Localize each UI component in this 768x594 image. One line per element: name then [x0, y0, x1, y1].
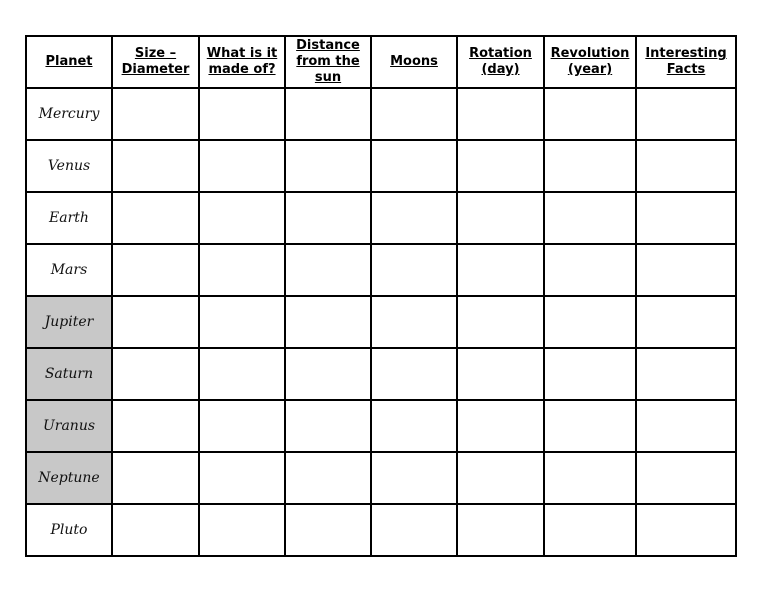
blank-answer-cell[interactable]	[285, 348, 371, 400]
blank-answer-cell[interactable]	[112, 192, 199, 244]
blank-answer-cell[interactable]	[199, 348, 285, 400]
blank-answer-cell[interactable]	[544, 244, 636, 296]
blank-answer-cell[interactable]	[285, 400, 371, 452]
blank-answer-cell[interactable]	[636, 452, 736, 504]
blank-answer-cell[interactable]	[544, 192, 636, 244]
blank-answer-cell[interactable]	[371, 244, 457, 296]
blank-answer-cell[interactable]	[457, 296, 544, 348]
blank-answer-cell[interactable]	[544, 452, 636, 504]
table-row	[26, 400, 736, 452]
blank-answer-cell[interactable]	[636, 296, 736, 348]
header-row	[26, 36, 736, 88]
blank-answer-cell[interactable]	[199, 244, 285, 296]
blank-answer-cell[interactable]	[285, 296, 371, 348]
blank-answer-cell[interactable]	[544, 400, 636, 452]
header-revolution: Revolution (year)	[544, 36, 636, 88]
blank-answer-cell[interactable]	[457, 192, 544, 244]
blank-answer-cell[interactable]	[544, 88, 636, 140]
blank-answer-cell[interactable]	[636, 192, 736, 244]
table-row	[26, 140, 736, 192]
blank-answer-cell[interactable]	[457, 88, 544, 140]
header-interesting-facts: Interesting Facts	[636, 36, 736, 88]
planet-name-cell: Saturn	[26, 348, 112, 400]
blank-answer-cell[interactable]	[636, 244, 736, 296]
blank-answer-cell[interactable]	[544, 504, 636, 556]
blank-answer-cell[interactable]	[371, 192, 457, 244]
header-planet: Planet	[26, 36, 112, 88]
blank-answer-cell[interactable]	[457, 504, 544, 556]
blank-answer-cell[interactable]	[112, 348, 199, 400]
blank-answer-cell[interactable]	[544, 296, 636, 348]
blank-answer-cell[interactable]	[636, 348, 736, 400]
blank-answer-cell[interactable]	[285, 192, 371, 244]
blank-answer-cell[interactable]	[285, 452, 371, 504]
blank-answer-cell[interactable]	[371, 452, 457, 504]
blank-answer-cell[interactable]	[285, 504, 371, 556]
blank-answer-cell[interactable]	[112, 400, 199, 452]
blank-answer-cell[interactable]	[457, 452, 544, 504]
blank-answer-cell[interactable]	[285, 244, 371, 296]
blank-answer-cell[interactable]	[112, 140, 199, 192]
table-row	[26, 192, 736, 244]
blank-answer-cell[interactable]	[112, 296, 199, 348]
table-row	[26, 296, 736, 348]
planet-worksheet-table	[25, 35, 737, 557]
header-rotation: Rotation (day)	[457, 36, 544, 88]
planet-name-cell: Mars	[26, 244, 112, 296]
blank-answer-cell[interactable]	[199, 140, 285, 192]
blank-answer-cell[interactable]	[636, 504, 736, 556]
blank-answer-cell[interactable]	[371, 348, 457, 400]
blank-answer-cell[interactable]	[371, 88, 457, 140]
blank-answer-cell[interactable]	[112, 88, 199, 140]
blank-answer-cell[interactable]	[636, 400, 736, 452]
blank-answer-cell[interactable]	[285, 140, 371, 192]
blank-answer-cell[interactable]	[285, 88, 371, 140]
blank-answer-cell[interactable]	[457, 348, 544, 400]
header-size-diameter: Size – Diameter	[112, 36, 199, 88]
table-row	[26, 348, 736, 400]
blank-answer-cell[interactable]	[636, 140, 736, 192]
table-row	[26, 88, 736, 140]
blank-answer-cell[interactable]	[112, 244, 199, 296]
header-distance-from-sun: Distance from the sun	[285, 36, 371, 88]
blank-answer-cell[interactable]	[636, 88, 736, 140]
planet-name-cell: Earth	[26, 192, 112, 244]
planet-name-cell: Pluto	[26, 504, 112, 556]
blank-answer-cell[interactable]	[112, 452, 199, 504]
blank-answer-cell[interactable]	[112, 504, 199, 556]
table-row	[26, 452, 736, 504]
blank-answer-cell[interactable]	[199, 504, 285, 556]
blank-answer-cell[interactable]	[371, 400, 457, 452]
blank-answer-cell[interactable]	[371, 504, 457, 556]
blank-answer-cell[interactable]	[457, 400, 544, 452]
table-row	[26, 504, 736, 556]
blank-answer-cell[interactable]	[544, 140, 636, 192]
planet-rows	[26, 88, 736, 556]
planet-name-cell: Venus	[26, 140, 112, 192]
blank-answer-cell[interactable]	[544, 348, 636, 400]
planet-name-cell: Jupiter	[26, 296, 112, 348]
blank-answer-cell[interactable]	[371, 140, 457, 192]
header-moons: Moons	[371, 36, 457, 88]
planet-name-cell: Uranus	[26, 400, 112, 452]
blank-answer-cell[interactable]	[371, 296, 457, 348]
blank-answer-cell[interactable]	[457, 244, 544, 296]
blank-answer-cell[interactable]	[199, 296, 285, 348]
blank-answer-cell[interactable]	[199, 192, 285, 244]
blank-answer-cell[interactable]	[199, 88, 285, 140]
header-made-of: What is it made of?	[199, 36, 285, 88]
blank-answer-cell[interactable]	[457, 140, 544, 192]
planet-name-cell: Neptune	[26, 452, 112, 504]
planet-name-cell: Mercury	[26, 88, 112, 140]
blank-answer-cell[interactable]	[199, 400, 285, 452]
table-row	[26, 244, 736, 296]
blank-answer-cell[interactable]	[199, 452, 285, 504]
